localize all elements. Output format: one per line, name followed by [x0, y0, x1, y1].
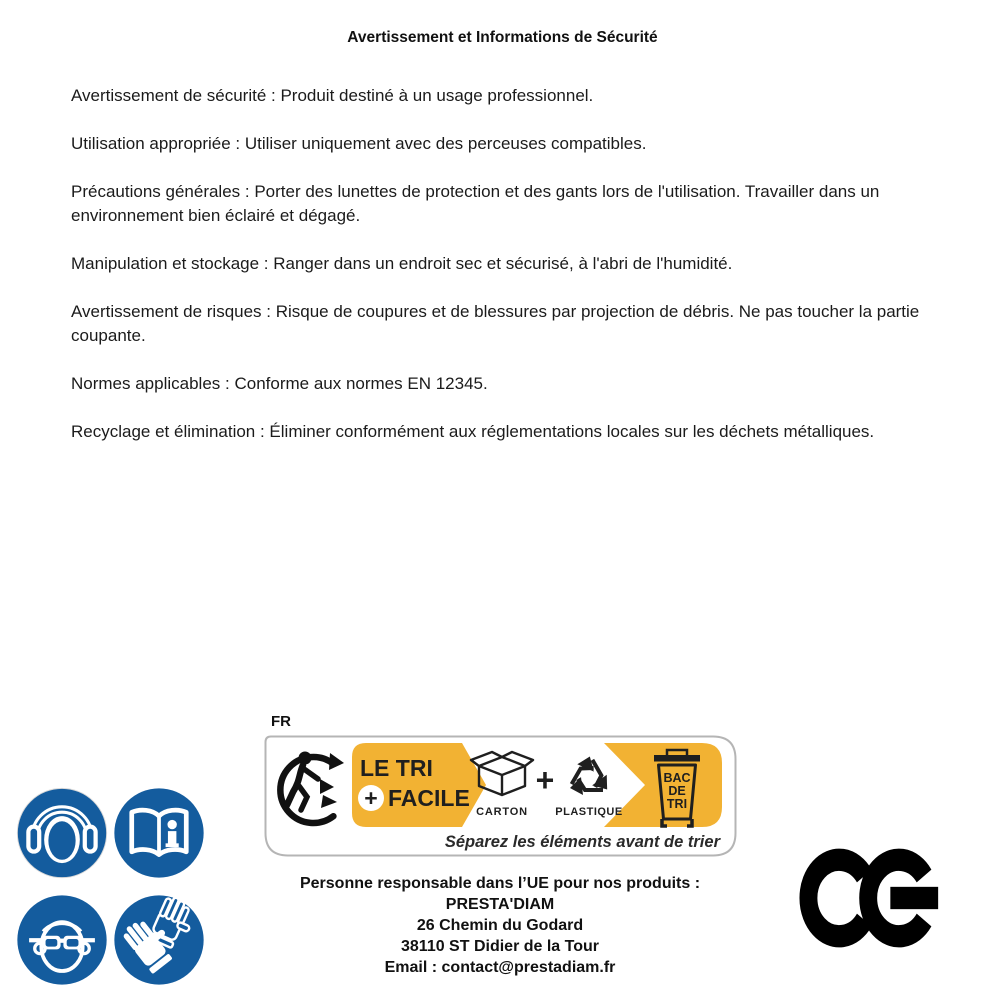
- brand-line2: FACILE: [388, 785, 470, 811]
- paragraph-recycling-disposal: Recyclage et élimination : Éliminer conformément aux réglementations locales sur les déchets métalliques.: [71, 422, 875, 441]
- read-instruction-manual-icon: [112, 786, 206, 880]
- ce-marking-icon: [799, 847, 939, 949]
- paragraph-appropriate-use: Utilisation appropriée : Utiliser uniquement avec des perceuses compatibles.: [71, 134, 647, 153]
- wear-ear-protection-icon: [15, 786, 109, 880]
- bin-text-line1: BAC: [663, 771, 691, 785]
- wear-eye-protection-icon: [15, 893, 109, 987]
- bin-text-line3: TRI: [666, 797, 688, 811]
- responsible-email: Email : contact@prestadiam.fr: [384, 959, 616, 976]
- paragraph-safety-warning: Avertissement de sécurité : Produit destiné à un usage professionnel.: [71, 86, 594, 105]
- paragraph-general-precautions: Précautions générales : Porter des lunettes de protection et des gants lors de l'utilisation. Travailler dans un environnement bien éclairé et dégagé.: [71, 182, 880, 225]
- responsible-company: PRESTA'DIAM: [445, 896, 555, 913]
- sorting-instruction-label: [264, 735, 737, 857]
- ce-marking: [799, 847, 939, 954]
- safety-paragraphs: [71, 84, 933, 468]
- materials-plus: +: [535, 762, 555, 798]
- sorting-tagline: Séparez les éléments avant de trier: [444, 833, 720, 851]
- responsible-city: 38110 ST Didier de la Tour: [401, 938, 599, 955]
- fr-country-code: FR: [271, 713, 291, 730]
- responsible-street: 26 Chemin du Godard: [416, 917, 584, 934]
- paragraph-handling-storage: Manipulation et stockage : Ranger dans un endroit sec et sécurisé, à l'abri de l'humidité.: [71, 254, 733, 273]
- brand-line1: LE TRI: [360, 755, 433, 781]
- eu-responsible-block: [220, 873, 780, 978]
- responsible-intro-line: Personne responsable dans l’UE pour nos produits :: [299, 875, 701, 892]
- wear-protective-gloves-icon: [112, 893, 206, 987]
- bin-text-line2: DE: [668, 784, 686, 798]
- mandatory-safety-pictograms: [15, 786, 206, 987]
- sorting-label-graphic: [264, 735, 737, 857]
- page-title: Avertissement et Informations de Sécurité: [347, 29, 658, 46]
- paragraph-applicable-standards: Normes applicables : Conforme aux normes EN 12345.: [71, 374, 488, 393]
- material-2-label: PLASTIQUE: [555, 806, 623, 818]
- paragraph-risk-warning: Avertissement de risques : Risque de coupures et de blessures par projection de débris. Ne pas toucher la partie coupante.: [71, 302, 920, 345]
- material-1-label: CARTON: [476, 806, 528, 818]
- brand-plus: +: [364, 785, 378, 811]
